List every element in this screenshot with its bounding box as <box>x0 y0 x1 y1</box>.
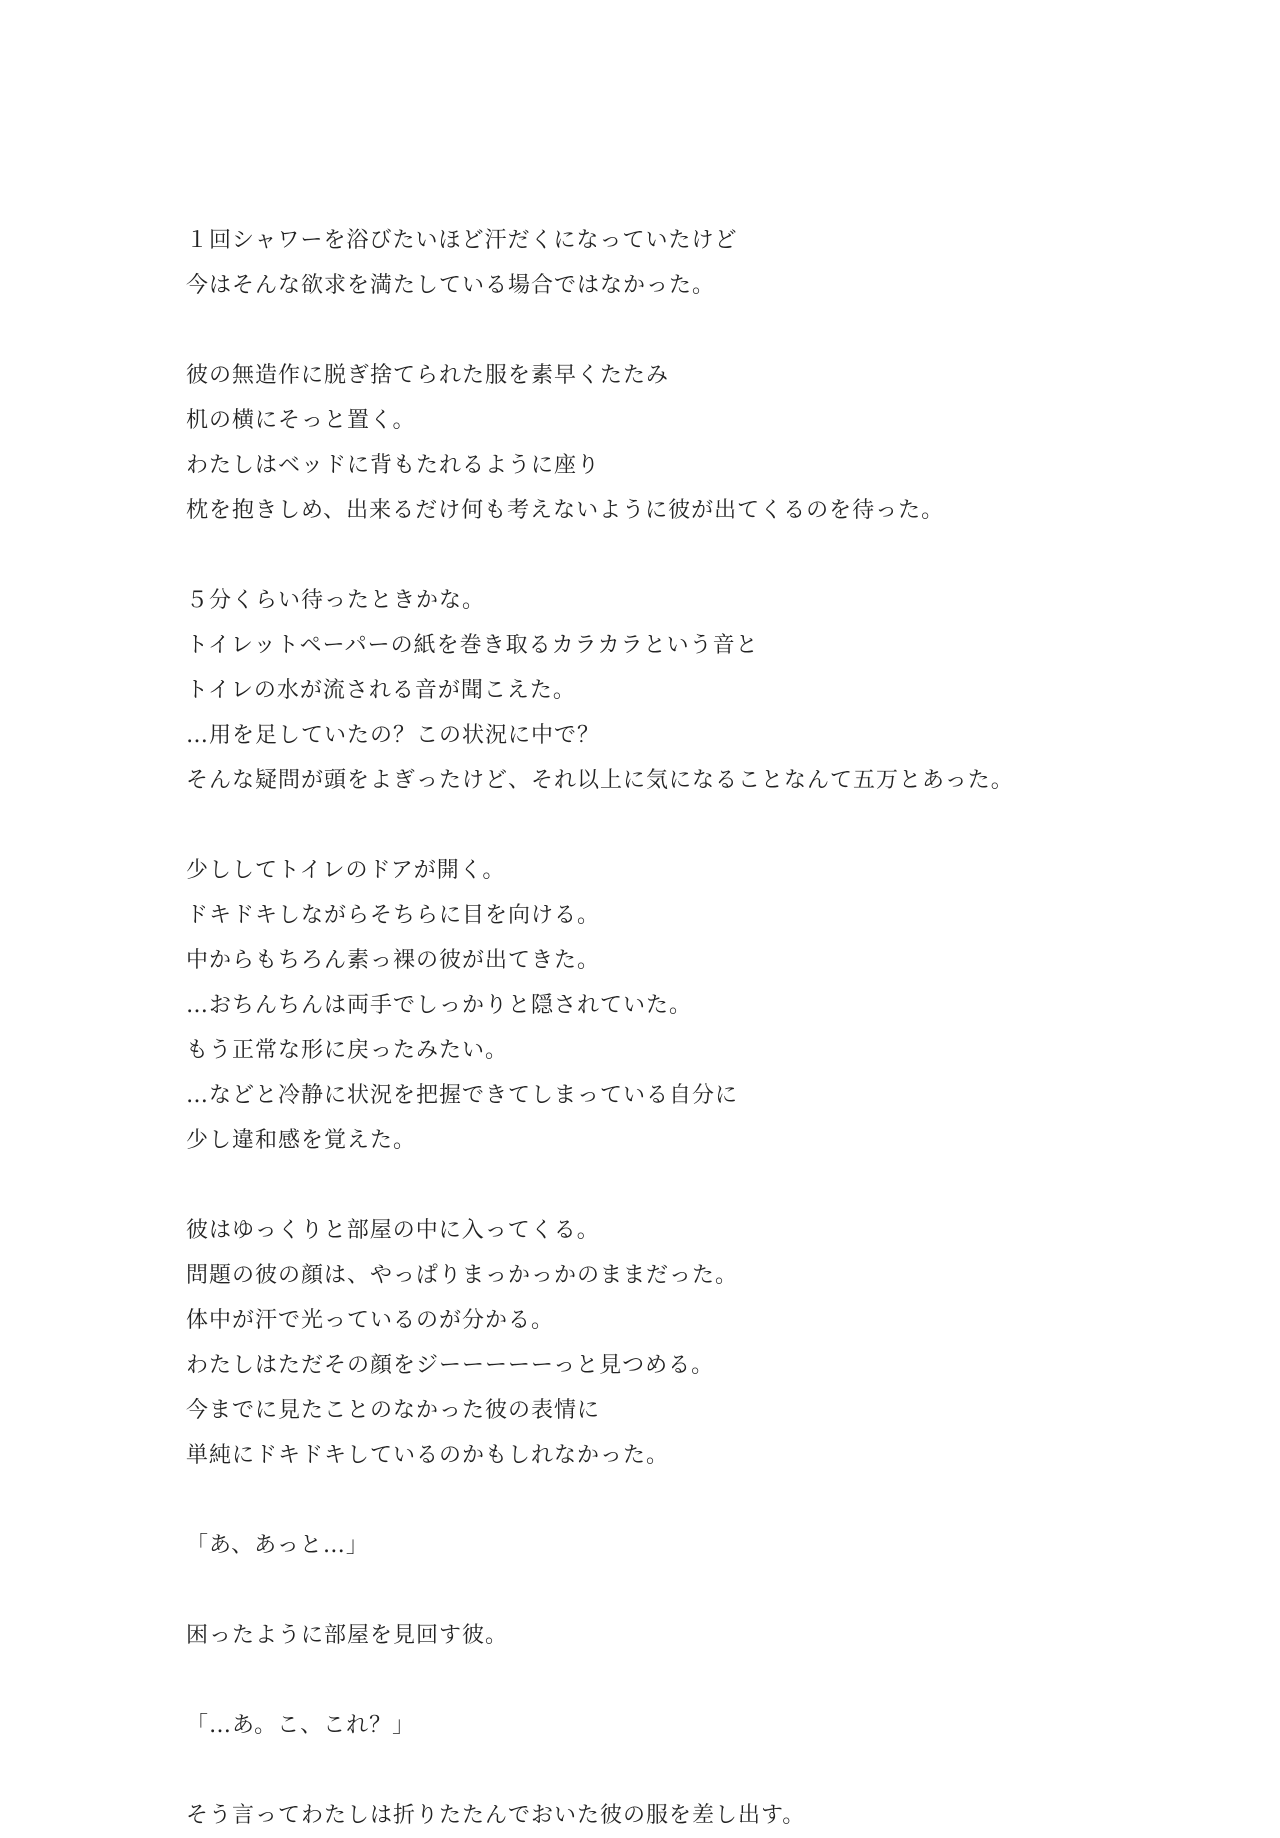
text-line: 少し違和感を覚えた。 <box>186 1128 417 1153</box>
text-line: トイレットペーパーの紙を巻き取るカラカラという音と <box>186 633 759 658</box>
text-line: 単純にドキドキしているのかもしれなかった。 <box>186 1443 670 1468</box>
text-line: そう言ってわたしは折りたたんでおいた彼の服を差し出す。 <box>186 1803 806 1828</box>
blank-line <box>186 1478 1206 1523</box>
blank-line <box>186 803 1206 848</box>
blank-line <box>186 1748 1206 1793</box>
blank-line <box>186 308 1206 353</box>
text-line: 今までに見たことのなかった彼の表情に <box>186 1398 601 1423</box>
text-line: 机の横にそっと置く。 <box>186 408 416 433</box>
text-line: 中からもちろん素っ裸の彼が出てきた。 <box>186 948 601 973</box>
text-line: 今はそんな欲求を満たしている場合ではなかった。 <box>186 273 716 298</box>
blank-line <box>186 1163 1206 1208</box>
blank-line <box>186 533 1206 578</box>
text-line: 「…あ。こ、これ？」 <box>186 1713 416 1738</box>
text-line: １回シャワーを浴びたいほど汗だくになっていたけど <box>186 228 738 253</box>
text-line: 困ったように部屋を見回す彼。 <box>186 1623 509 1648</box>
text-line: ドキドキしながらそちらに目を向ける。 <box>186 903 601 928</box>
text-line: 枕を抱きしめ、出来るだけ何も考えないように彼が出てくるのを待った。 <box>186 498 945 523</box>
blank-line <box>186 1658 1206 1703</box>
text-line: わたしはベッドに背もたれるように座り <box>186 453 601 478</box>
text-line: 「あ、あっと…」 <box>186 1533 369 1558</box>
text-line: わたしはただその顔をジーーーーーっと見つめる。 <box>186 1353 715 1378</box>
blank-line <box>186 1568 1206 1613</box>
text-line: 彼の無造作に脱ぎ捨てられた服を素早くたたみ <box>186 363 670 388</box>
text-line: そんな疑問が頭をよぎったけど、それ以上に気になることなんて五万とあった。 <box>186 768 1014 793</box>
text-line: トイレの水が流される音が聞こえた。 <box>186 678 576 703</box>
text-body <box>186 218 1206 1838</box>
text-line: 少ししてトイレのドアが開く。 <box>186 858 506 883</box>
text-line: …などと冷静に状況を把握できてしまっている自分に <box>186 1083 739 1108</box>
text-line: もう正常な形に戻ったみたい。 <box>186 1038 509 1063</box>
text-line: ５分くらい待ったときかな。 <box>186 588 486 613</box>
text-line: 問題の彼の顔は、やっぱりまっかっかのままだった。 <box>186 1263 739 1288</box>
text-line: 彼はゆっくりと部屋の中に入ってくる。 <box>186 1218 600 1243</box>
text-line: …おちんちんは両手でしっかりと隠されていた。 <box>186 993 693 1018</box>
text-line: …用を足していたの？この状況に中で？ <box>186 723 601 748</box>
text-line: 体中が汗で光っているのが分かる。 <box>186 1308 555 1333</box>
